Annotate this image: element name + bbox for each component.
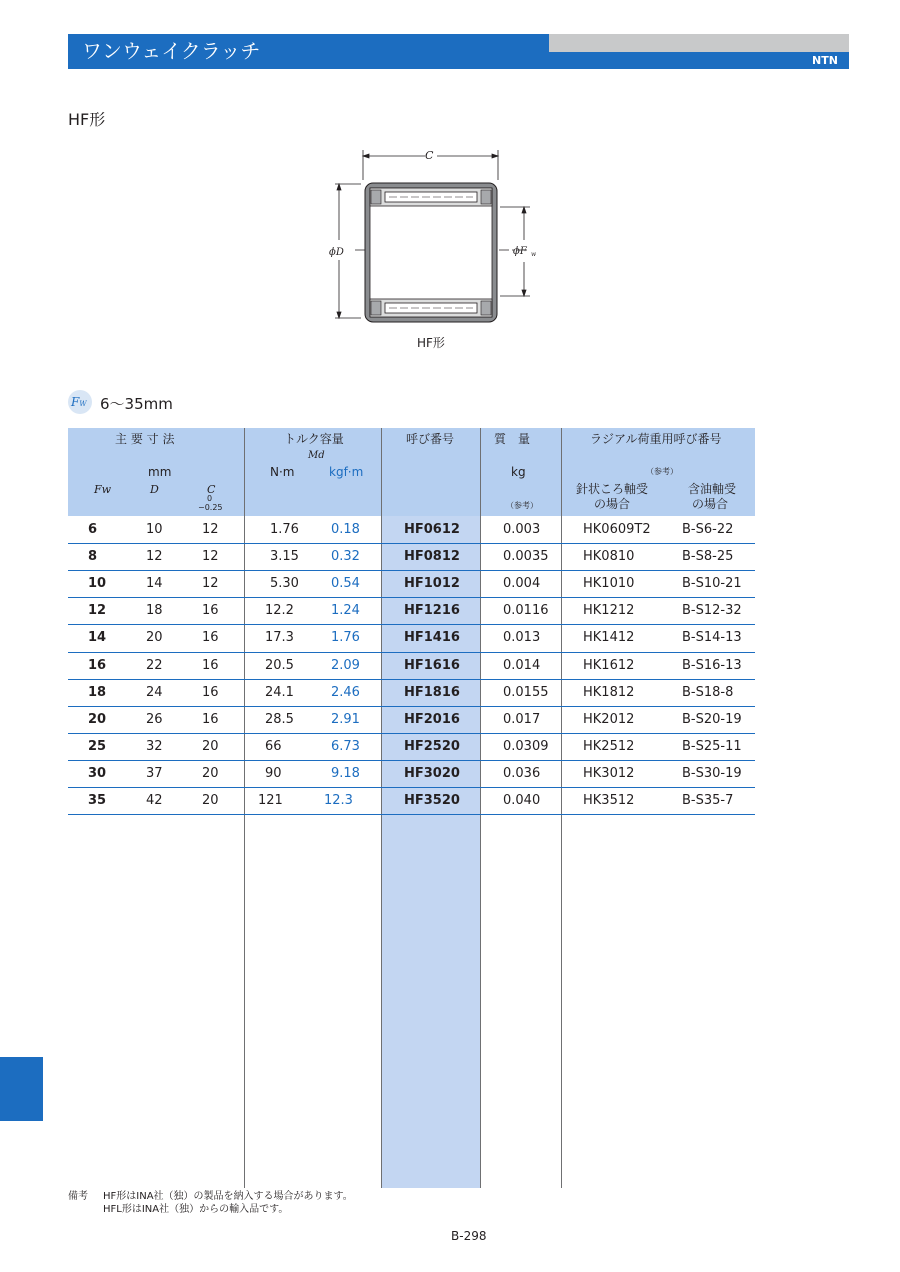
cell-torque-kgfm: 2.09 — [331, 657, 360, 673]
notes-label: 備考 — [68, 1191, 88, 1202]
row-divider — [68, 760, 755, 761]
header-kgfm: kgf·m — [329, 465, 364, 479]
cell-c: 16 — [202, 603, 219, 619]
cell-fw: 35 — [88, 793, 107, 808]
column-divider — [561, 428, 562, 1188]
fw-badge-label: FW — [71, 395, 87, 409]
header-main-dimensions: 主 要 寸 法 — [115, 432, 175, 446]
page-number: B-298 — [451, 1229, 487, 1243]
cell-torque-nm: 24.1 — [265, 684, 294, 700]
cell-d: 32 — [146, 738, 163, 754]
row-divider — [68, 624, 755, 625]
figure-caption: HF形 — [417, 336, 445, 350]
row-divider — [68, 597, 755, 598]
cell-bearing-number: HF0612 — [404, 522, 460, 537]
cell-torque-kgfm: 2.46 — [331, 684, 360, 700]
dimension-d-label: ϕD — [329, 247, 344, 258]
cell-needle-bearing: HK2012 — [583, 711, 635, 727]
header-md: Md — [308, 450, 325, 461]
cell-d: 22 — [146, 657, 163, 673]
cell-bearing-number: HF1416 — [404, 630, 460, 646]
cell-fw: 25 — [88, 738, 107, 754]
cell-needle-bearing: HK3012 — [583, 765, 635, 781]
row-divider — [68, 679, 755, 680]
cell-c: 12 — [202, 576, 219, 592]
cell-torque-kgfm: 0.54 — [331, 576, 360, 592]
cell-fw: 8 — [88, 549, 98, 565]
header-kg: kg — [511, 465, 526, 479]
cell-torque-nm: 90 — [265, 765, 282, 781]
cell-mass: 0.014 — [503, 657, 541, 673]
header-brand-bar — [549, 52, 849, 69]
header-mass-ref: （参考） — [506, 501, 538, 510]
cell-torque-kgfm: 6.73 — [331, 738, 360, 754]
header-c-tol-lower: −0.25 — [198, 503, 223, 512]
cell-c: 16 — [202, 657, 219, 673]
cell-d: 26 — [146, 711, 163, 727]
cell-torque-kgfm: 1.24 — [331, 603, 360, 619]
cell-needle-bearing: HK1212 — [583, 603, 635, 619]
cell-bearing-number: HF3020 — [404, 765, 460, 781]
header-oil-2: の場合 — [692, 497, 729, 511]
cell-c: 20 — [202, 738, 219, 754]
dimension-fw-sub: w — [531, 251, 537, 258]
cell-bearing-number: HF1616 — [404, 657, 460, 673]
cell-fw: 18 — [88, 684, 107, 700]
cell-torque-nm: 12.2 — [265, 603, 294, 619]
cell-d: 10 — [146, 522, 163, 537]
cell-oil-bearing: B-S35-7 — [682, 793, 734, 808]
cell-fw: 30 — [88, 765, 107, 781]
cell-bearing-number: HF2520 — [404, 738, 460, 754]
cell-needle-bearing: HK1812 — [583, 684, 635, 700]
header-torque: トルク容量 — [284, 432, 344, 446]
cell-mass: 0.036 — [503, 765, 541, 781]
cell-oil-bearing: B-S6-22 — [682, 522, 734, 537]
note-line-1: HF形はINA社（独）の製品を納入する場合があります。 — [103, 1191, 353, 1202]
row-divider — [68, 787, 755, 788]
cell-mass: 0.040 — [503, 793, 541, 808]
header-radial: ラジアル荷重用呼び番号 — [590, 432, 722, 446]
cell-c: 16 — [202, 684, 219, 700]
header-nm: N·m — [270, 465, 295, 479]
row-divider — [68, 814, 755, 815]
cell-needle-bearing: HK3512 — [583, 793, 635, 808]
cell-fw: 6 — [88, 522, 98, 537]
cell-torque-nm: 66 — [265, 738, 282, 754]
cell-torque-kgfm: 9.18 — [331, 765, 360, 781]
cell-bearing-number: HF1816 — [404, 684, 460, 700]
cell-bearing-number: HF3520 — [404, 793, 460, 808]
row-divider — [68, 570, 755, 571]
cell-torque-kgfm: 0.32 — [331, 549, 360, 565]
cell-mass: 0.013 — [503, 630, 541, 646]
header-d: D — [150, 483, 159, 496]
cell-mass: 0.0116 — [503, 603, 549, 619]
cell-oil-bearing: B-S18-8 — [682, 684, 734, 700]
cell-d: 20 — [146, 630, 163, 646]
cell-fw: 12 — [88, 603, 107, 619]
cell-torque-nm: 28.5 — [265, 711, 294, 727]
column-divider — [381, 428, 382, 1188]
cell-torque-nm: 1.76 — [270, 522, 299, 537]
cell-c: 20 — [202, 793, 219, 808]
cell-d: 14 — [146, 576, 163, 592]
cell-d: 37 — [146, 765, 163, 781]
cell-bearing-number: HF2016 — [404, 711, 460, 727]
side-index-tab — [0, 1057, 43, 1121]
header-radial-ref: （参考） — [646, 467, 678, 476]
cell-mass: 0.0155 — [503, 684, 549, 700]
row-divider — [68, 543, 755, 544]
cell-d: 12 — [146, 549, 163, 565]
cell-needle-bearing: HK1612 — [583, 657, 635, 673]
column-divider — [244, 428, 245, 1188]
cell-oil-bearing: B-S8-25 — [682, 549, 734, 565]
header-needle-2: の場合 — [594, 497, 631, 511]
row-divider — [68, 652, 755, 653]
cell-oil-bearing: B-S12-32 — [682, 603, 742, 619]
cell-d: 18 — [146, 603, 163, 619]
header-fw: Fw — [94, 483, 112, 496]
header-c-tol-upper: 0 — [207, 494, 213, 503]
clutch-cross-section-diagram — [325, 140, 545, 330]
cell-torque-kgfm: 0.18 — [331, 522, 360, 537]
header-oil-1: 含油軸受 — [688, 482, 737, 496]
cell-needle-bearing: HK1010 — [583, 576, 635, 592]
cell-torque-kgfm: 1.76 — [331, 630, 360, 646]
dimension-fw-label: ϕF — [513, 246, 527, 257]
header-gray-bar — [549, 34, 849, 52]
cell-mass: 0.0309 — [503, 738, 549, 754]
cell-mass: 0.0035 — [503, 549, 549, 565]
cell-torque-nm: 5.30 — [270, 576, 299, 592]
cell-bearing-number: HF1216 — [404, 603, 460, 619]
header-mm: mm — [148, 465, 172, 479]
cell-c: 16 — [202, 630, 219, 646]
cell-needle-bearing: HK0609T2 — [583, 522, 651, 537]
section-title: HF形 — [68, 110, 106, 129]
cell-c: 12 — [202, 522, 219, 537]
cell-fw: 20 — [88, 711, 107, 727]
header-mass: 質 量 — [494, 432, 531, 446]
cell-oil-bearing: B-S14-13 — [682, 630, 742, 646]
header-bearing-number: 呼び番号 — [406, 432, 455, 446]
cell-mass: 0.017 — [503, 711, 541, 727]
cell-bearing-number: HF1012 — [404, 576, 460, 592]
brand-logo: NTN — [812, 54, 838, 67]
row-divider — [68, 733, 755, 734]
cell-torque-nm: 20.5 — [265, 657, 294, 673]
cell-c: 12 — [202, 549, 219, 565]
note-line-2: HFL形はINA社（独）からの輸入品です。 — [103, 1204, 289, 1215]
cell-c: 20 — [202, 765, 219, 781]
header-needle-1: 針状ころ軸受 — [576, 482, 649, 496]
cell-needle-bearing: HK1412 — [583, 630, 635, 646]
cell-fw: 14 — [88, 630, 107, 646]
cell-d: 24 — [146, 684, 163, 700]
cell-torque-kgfm: 2.91 — [331, 711, 360, 727]
range-label: 6〜35mm — [100, 395, 173, 413]
cell-mass: 0.003 — [503, 522, 541, 537]
column-divider — [480, 428, 481, 1188]
cell-mass: 0.004 — [503, 576, 541, 592]
cell-torque-nm: 17.3 — [265, 630, 294, 646]
cell-torque-nm: 121 — [258, 793, 283, 808]
cell-needle-bearing: HK0810 — [583, 549, 635, 565]
cell-oil-bearing: B-S25-11 — [682, 738, 742, 754]
cell-d: 42 — [146, 793, 163, 808]
cell-oil-bearing: B-S16-13 — [682, 657, 742, 673]
header-c: C — [207, 483, 216, 496]
cell-oil-bearing: B-S20-19 — [682, 711, 742, 727]
cell-torque-kgfm: 12.3 — [324, 793, 353, 808]
cell-c: 16 — [202, 711, 219, 727]
dimension-c-label: C — [425, 149, 434, 162]
cell-oil-bearing: B-S30-19 — [682, 765, 742, 781]
row-divider — [68, 706, 755, 707]
cell-bearing-number: HF0812 — [404, 549, 460, 565]
cell-fw: 10 — [88, 576, 107, 592]
cell-torque-nm: 3.15 — [270, 549, 299, 565]
page-title: ワンウェイクラッチ — [82, 39, 261, 63]
cell-fw: 16 — [88, 657, 107, 673]
cell-oil-bearing: B-S10-21 — [682, 576, 742, 592]
cell-needle-bearing: HK2512 — [583, 738, 635, 754]
